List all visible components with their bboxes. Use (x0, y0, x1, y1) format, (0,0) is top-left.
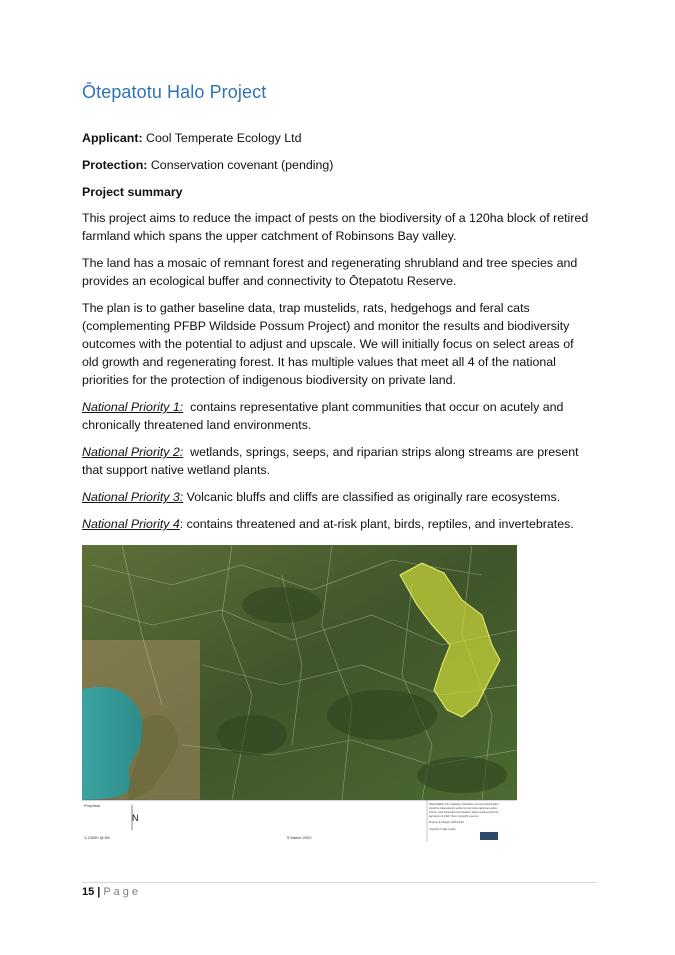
protection-value: Conservation covenant (pending) (150, 158, 334, 172)
map-disclaimer: should be independently verified on site before taking any action. (429, 807, 498, 810)
priority-2 (82, 443, 592, 479)
protection-label: Protection: (82, 158, 148, 172)
map-disclaimer: permission of LINZ. Crown Copyright reserved. (429, 815, 479, 818)
applicant-line (82, 129, 592, 147)
priority-text: Volcanic bluffs and cliffs are classified as originally rare ecosystems. (183, 490, 561, 504)
priority-label: National Priority 4 (82, 517, 180, 531)
protection-line (82, 156, 592, 174)
map-disclaimer: Property & Category 2020-03-09 (429, 821, 464, 824)
map-logo (480, 832, 498, 840)
priority-1 (82, 398, 592, 434)
map-scale: 1:13000 @ A5 (84, 835, 110, 840)
page-word: Page (103, 886, 142, 898)
summary-paragraph: This project aims to reduce the impact of pests on the biodiversity of a 120ha block of retired farmland which spans the upper catchment of Robinsons Bay valley. (82, 211, 589, 243)
footer-separator: | (97, 886, 101, 898)
map-legend-text: Proposal (84, 803, 100, 808)
priority-4 (82, 515, 592, 533)
priority-label: National Priority 3: (82, 490, 184, 504)
map-disclaimer: Source: Land Information New Zealand. Data reproduced with the (429, 811, 499, 814)
priority-label: National Priority 2: (82, 445, 184, 459)
summary-heading: Project summary (82, 185, 183, 199)
applicant-label: Applicant: (82, 131, 143, 145)
priority-text: contains representative plant communities that occur on acutely and chronically threatened land environments. (82, 400, 567, 432)
priority-label: National Priority 1: (82, 400, 184, 414)
priority-3 (82, 488, 592, 506)
page-number: 15 (82, 886, 95, 898)
summary-paragraph: The land has a mosaic of remnant forest and regenerating shrubland and tree species and provides an ecological buffer and connectivity to Ōtepatotu Reserve. (82, 256, 578, 288)
applicant-value: Cool Temperate Ecology Ltd (146, 131, 302, 145)
map-date: 9 March 2020 (287, 835, 312, 840)
document-body (82, 129, 592, 542)
north-arrow: N (132, 813, 139, 823)
priority-text: : contains threatened and at-risk plant, birds, reptiles, and invertebrates. (179, 517, 574, 531)
map-copyright: Copyright © Map Creator (429, 828, 456, 831)
footer-divider (82, 882, 597, 883)
priority-text: wetlands, springs, seeps, and riparian strips along streams are present that support native wetland plants. (82, 445, 583, 477)
page-title: Ōtepatotu Halo Project (82, 82, 267, 102)
summary-paragraph: The plan is to gather baseline data, trap mustelids, rats, hedgehogs and feral cats (complementing PFBP Wildside Possum Project) and monitor the results and biodiversity outcomes with the potential to adjust and upscale. We will initially focus on select areas of old growth and regenerating forest. It has multiple values that meet all 4 of the national priorities for the protection of indigenous biodiversity on private land. (82, 301, 574, 387)
map-disclaimer: DISCLAIMER: This map/plan is illustrative only and all information (429, 803, 499, 806)
aerial-map (82, 545, 517, 842)
page-footer (82, 886, 141, 898)
